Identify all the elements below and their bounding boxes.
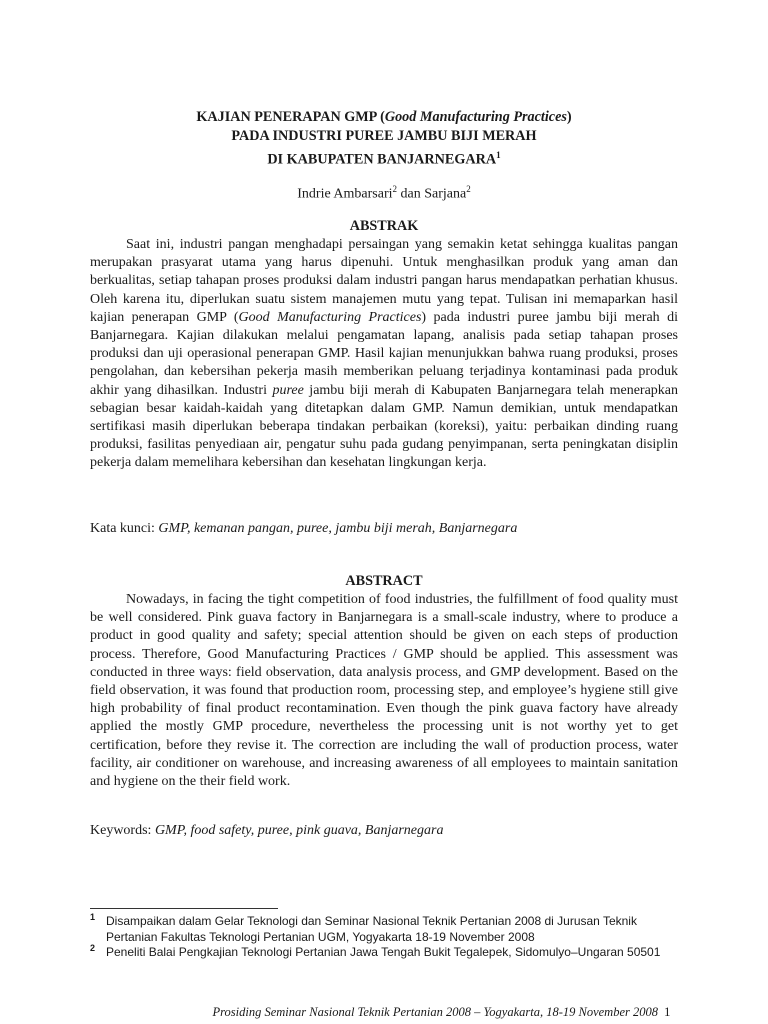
title-line-2: PADA INDUSTRI PUREE JAMBU BIJI MERAH [231,128,537,144]
abstrak-keywords: Kata kunci: GMP, kemanan pangan, puree, jambu biji merah, Banjarnegara [90,521,518,536]
author-2: Sarjana [424,186,467,202]
paper-title [90,108,678,170]
author-line: Indrie Ambarsari$^2$ dan Sarjana$^2$ [297,184,471,202]
abstract-body: Nowadays, in facing the tight competition of food industries, the fulfillment of food quality must be well considered. Pink guava factory in Banjarnegara is a small-scale industry, where to produce a product in good quality and safety; special attention should be given on each steps of production process. Therefore, Good Manufacturing Practices / GMP should be applied. This assessment was conducted in three ways: field observation, data analysis process, and GMP development. Based on the field observation, it was found that production room, processing step, and employee’s hygiene still give high probability of final product recontamination. Even though the pink guava factory have already applied the mostly GMP procedure, nevertheless the processing unit is not worthy yet to get certification, before they revise it. The correction are including the wall of production process, water facility, air conditioner on warehouse, and increasing awareness of all employees to maintain sanitation and hygiene on the their field work. [90,592,678,790]
running-footer: Prosiding Seminar Nasional Teknik Pertanian 2008 – Yogyakarta, 18-19 November 2008 [212,1005,658,1019]
abstrak-body: Saat ini, industri pangan menghadapi persaingan yang semakin ketat sehingga kualitas pangan merupakan prasyarat utama yang harus dipenuhi. Untuk menghasilkan produk yang aman dan berkualitas, setiap tahapan proses produksi dalam industri pangan harus mendapatkan perhatian khusus. Oleh karena itu, diperlukan suatu sistem manajemen mutu yang tepat. Tulisan ini memaparkan hasil kajian penerapan GMP (Good Manufacturing Practices) pada industri puree jambu biji merah di Banjarnegara. Kajian dilakukan melalui pengamatan lapang, analisis pada setiap tahapan proses produksi dan uji operasional penerapan GMP. Hasil kajian menunjukkan bahwa ruang produksi, proses pengolahan, dan kebersihan pekerja masih memberikan peluang terjadinya kontaminasi pada produk akhir yang dihasilkan. Industri puree jambu biji merah di Kabupaten Banjarnegara telah menerapkan sebagian besar kaidah-kaidah yang ditetapkan dalam GMP. Namun demikian, untuk mendapatkan sertifikasi masih diperlukan beberapa tindakan perbaikan (koreksi), yaitu: perbaikan dinding ruang produksi, fasilitas penyediaan air, pengatur suhu pada gudang penyimpanan, serta peningkatan disiplin pekerja dalam memelihara kebersihan dan kesehatan lingkungan kerja. [90,237,678,471]
author-1: Indrie Ambarsari [297,186,393,202]
title-line-1: KAJIAN PENERAPAN GMP (Good Manufacturing Practices) [196,109,572,125]
abstract-heading: ABSTRACT [345,573,423,589]
title-footnote-marker: 1 [496,150,501,160]
abstrak-heading: ABSTRAK [349,218,419,234]
page-number: 1 [664,1004,671,1019]
footnote-1: 1 Disampaikan dalam Gelar Teknologi dan Seminar Nasional Teknik Pertanian 2008 di Jurusan Teknik Pertanian Fakultas Teknologi Pertanian UGM, Yogyakarta 18-19 November 2008 [90,912,637,944]
title-line-3: DI KABUPATEN BANJARNEGARA$^1$ [267,150,501,168]
footnote-divider [90,908,278,909]
abstract-keywords: Keywords: GMP, food safety, puree, pink guava, Banjarnegara [90,823,444,838]
footnote-2: 2 Peneliti Balai Pengkajian Teknologi Pertanian Jawa Tengah Bukit Tegalepek, Sidomulyo–Ungaran 50501 [90,943,661,959]
